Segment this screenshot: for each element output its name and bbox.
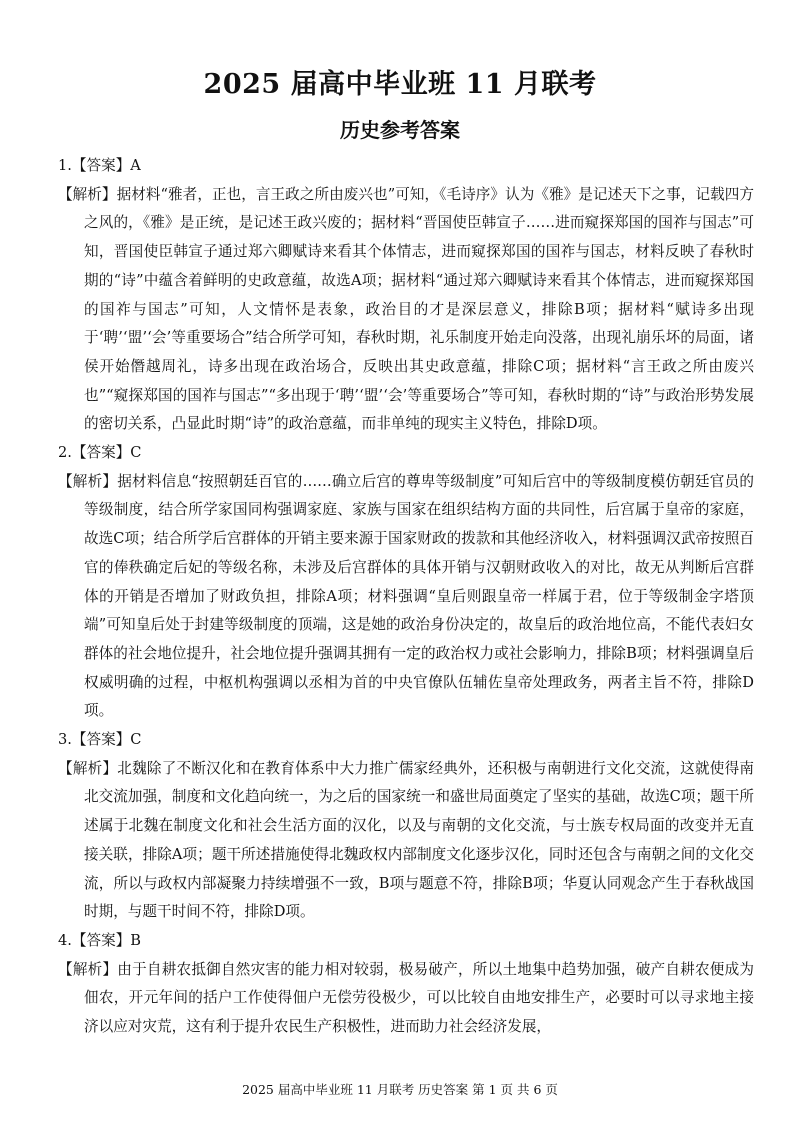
answer-line: 1.【答案】A <box>58 157 141 174</box>
document-subtitle: 历史参考答案 <box>340 118 460 142</box>
analysis-paragraph: 【解析】北魏除了不断汉化和在教育体系中大力推广儒家经典外，还积极与南朝进行文化交流，这就使得南北交流加强，制度和文化趋向统一，为之后的国家统一和盛世局面奠定了坚实的基础，故选C项；题干所述属于北魏在制度文化和社会生活方面的汉化，以及与南朝的文化交流，与士族专权局面的改变并无直接关联，排除A项；题干所述措施使得北魏政权内部制度文化逐步汉化，同时还包含与南朝之间的文化交流，所以与政权内部凝聚力持续增强不一致，B项与题意不符，排除B项；华夏认同观念产生于春秋战国时期，与题干时间不符，排除D项。 <box>58 759 754 921</box>
page-footer: 2025 届高中毕业班 11 月联考 历史答案 第 1 页 共 6 页 <box>242 1082 558 1097</box>
answer-line: 4.【答案】B <box>58 931 142 949</box>
question-3 <box>58 726 754 927</box>
analysis-paragraph: 【解析】据材料信息“按照朝廷百官的……确立后宫的尊卑等级制度”可知后宫中的等级制度模仿朝廷官员的等级制度，结合所学家国同构强调家庭、家族与国家在组织结构方面的共同性，后宫属于皇帝的家庭，故选C项；结合所学后宫群体的开销主要来源于国家财政的拨款和其他经济收入，材料强调汉武帝按照百官的俸秩确定后妃的等级名称，未涉及后宫群体的具体开销与汉朝财政收入的对比，故无从判断后宫群体的开销是否增加了财政负担，排除A项；材料强调“皇后则跟皇帝一样属于君，位于等级制金字塔顶端”可知皇后处于封建等级制度的顶端，这是她的政治身份决定的，故皇后的政治地位高，不能代表妇女群体的社会地位提升，社会地位提升强调其拥有一定的政治权力或社会影响力，排除B项；材料强调皇后权威明确的过程，中枢机构强调以丞相为首的中央官僚队伍辅佐皇帝处理政务，两者主旨不符，排除D项。 <box>58 472 754 720</box>
question-4 <box>58 927 754 1042</box>
answer-line: 3.【答案】C <box>58 731 142 749</box>
analysis-paragraph: 【解析】由于自耕农抵御自然灾害的能力相对较弱，极易破产，所以土地集中趋势加强，破产自耕农便成为佃农，开元年间的括户工作使得佃户无偿劳役极少，可以比较自由地安排生产，必要时可以寻求地主接济以应对灾荒，这有利于提升农民生产积极性，进而助力社会经济发展， <box>58 960 754 1036</box>
analysis-paragraph: 【解析】据材料“雅者，正也，言王政之所由废兴也”可知，《毛诗序》认为《雅》是记述天下之事，记载四方之风的，《雅》是正统，是记述王政兴废的；据材料“晋国使臣韩宣子……进而窥探郑国的国祚与国志”可知，晋国使臣韩宣子通过郑六卿赋诗来看其个体情志，进而窥探郑国的国祚与国志，材料反映了春秋时期的“诗”中蕴含着鲜明的史政意蕴，故选A项；据材料“通过郑六卿赋诗来看其个体情志，进而窥探郑国的国祚与国志”可知，人文情怀是表象，政治目的才是深层意义，排除B项；据材料“赋诗多出现于‘聘’‘盟’‘会’等重要场合”结合所学可知，春秋时期，礼乐制度开始走向没落，出现礼崩乐坏的局面，诸侯开始僭越周礼，诗多出现在政治场合，反映出其史政意蕴，排除C项；据材料“言王政之所由废兴也”“窥探郑国的国祚与国志”“多出现于‘聘’‘盟’‘会’等重要场合”等可知，春秋时期的“诗”与政治形势发展的密切关系，凸显此时期“诗”的政治意蕴，而非单纯的现实主义特色，排除D项。 <box>58 185 754 433</box>
answer-line: 2.【答案】C <box>58 444 142 462</box>
question-2 <box>58 439 754 726</box>
question-1 <box>58 152 754 439</box>
document-title: 2025 届高中毕业班 11 月联考 <box>203 69 597 100</box>
answer-content <box>58 152 754 1042</box>
